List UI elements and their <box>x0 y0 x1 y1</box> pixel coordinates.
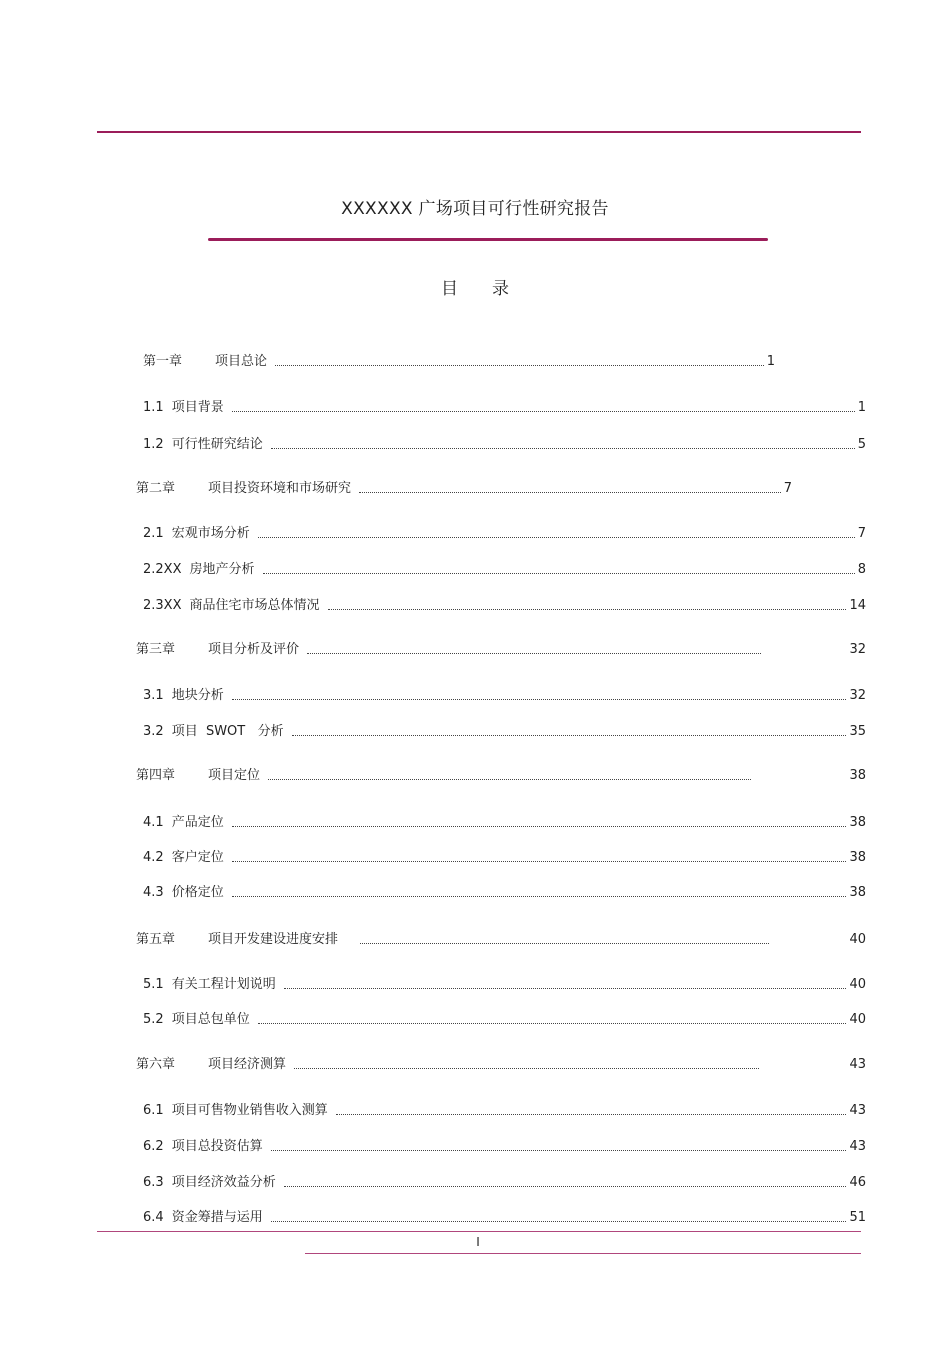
toc-entry-title: 项目总投资估算 <box>171 1139 263 1154</box>
toc-entry-number: 2.1 <box>143 526 164 541</box>
toc-entry-number: 第四章 <box>136 768 176 783</box>
toc-entry-title: 项目经济测算 <box>208 1057 287 1072</box>
toc-section-3-1[interactable] <box>143 684 866 704</box>
toc-entry-page: 40 <box>849 932 866 947</box>
toc-section-2-1[interactable] <box>143 522 866 542</box>
toc-chapter-5[interactable] <box>136 928 866 948</box>
toc-entry-number: 2.3XX <box>143 598 182 613</box>
toc-entry-page: 7 <box>783 481 792 496</box>
dot-leader <box>271 1221 847 1222</box>
dot-leader <box>258 537 855 538</box>
dot-leader <box>284 1186 847 1187</box>
toc-entry-page: 8 <box>857 562 866 577</box>
toc-entry-title: 客户定位 <box>171 850 224 865</box>
toc-section-2-2[interactable] <box>143 558 866 578</box>
toc-section-5-2[interactable] <box>143 1008 866 1028</box>
toc-entry-number: 6.4 <box>143 1210 164 1225</box>
toc-entry-number: 第六章 <box>136 1057 176 1072</box>
footer-rule-secondary <box>305 1253 861 1254</box>
toc-heading: 目录 <box>441 279 543 299</box>
toc-entry-number: 第五章 <box>136 932 176 947</box>
toc-entry-number: 第二章 <box>136 481 176 496</box>
toc-entry-number: 6.2 <box>143 1139 164 1154</box>
toc-entry-title: 产品定位 <box>171 815 224 830</box>
dot-leader <box>232 826 847 827</box>
toc-entry-page: 14 <box>849 598 866 613</box>
dot-leader <box>263 573 855 574</box>
toc-entry-page: 35 <box>849 724 866 739</box>
dot-leader <box>275 365 764 366</box>
toc-entry-title: 项目开发建设进度安排 <box>208 932 339 947</box>
toc-entry-page: 1 <box>857 400 866 415</box>
toc-entry-number: 1.1 <box>143 400 164 415</box>
toc-chapter-4[interactable] <box>136 764 866 784</box>
toc-entry-number: 第三章 <box>136 642 176 657</box>
toc-entry-number: 1.2 <box>143 437 164 452</box>
toc-entry-number: 3.2 <box>143 724 164 739</box>
toc-entry-title: 项目可售物业销售收入测算 <box>171 1103 328 1118</box>
toc-entry-title: 项目总论 <box>215 354 268 369</box>
toc-entry-page: 43 <box>849 1103 866 1118</box>
toc-entry-page: 38 <box>849 885 866 900</box>
dot-leader <box>328 609 847 610</box>
toc-entry-number: 第一章 <box>143 354 183 369</box>
toc-entry-number: 3.1 <box>143 688 164 703</box>
toc-entry-title: 可行性研究结论 <box>171 437 263 452</box>
toc-entry-title: 项目背景 <box>171 400 224 415</box>
toc-entry-number: 5.1 <box>143 977 164 992</box>
toc-section-5-1[interactable] <box>143 973 866 993</box>
toc-entry-title: 宏观市场分析 <box>171 526 250 541</box>
toc-entry-number: 2.2XX <box>143 562 182 577</box>
toc-entry-title: 地块分析 <box>171 688 224 703</box>
toc-entry-page: 38 <box>849 768 866 783</box>
toc-entry-number: 4.1 <box>143 815 164 830</box>
toc-section-6-2[interactable] <box>143 1135 866 1155</box>
dot-leader <box>359 492 781 493</box>
dot-leader <box>232 896 847 897</box>
toc-entry-number: 6.1 <box>143 1103 164 1118</box>
dot-leader <box>307 653 761 654</box>
toc-entry-page: 51 <box>849 1210 866 1225</box>
toc-entry-page: 40 <box>849 977 866 992</box>
toc-chapter-6[interactable] <box>136 1053 866 1073</box>
toc-entry-page: 1 <box>766 354 775 369</box>
toc-section-6-1[interactable] <box>143 1099 866 1119</box>
dot-leader <box>360 943 769 944</box>
toc-entry-title: 房地产分析 <box>189 562 255 577</box>
dot-leader <box>284 988 847 989</box>
dot-leader <box>268 779 751 780</box>
toc-entry-page: 5 <box>857 437 866 452</box>
toc-entry-page: 38 <box>849 850 866 865</box>
toc-entry-title: 项目总包单位 <box>171 1012 250 1027</box>
title-underline <box>208 238 768 241</box>
dot-leader <box>336 1114 847 1115</box>
toc-entry-page: 32 <box>849 642 866 657</box>
toc-entry-page: 43 <box>849 1139 866 1154</box>
toc-entry-page: 38 <box>849 815 866 830</box>
toc-entry-title: 项目投资环境和市场研究 <box>208 481 352 496</box>
toc-entry-number: 5.2 <box>143 1012 164 1027</box>
toc-entry-title: 项目定位 <box>208 768 261 783</box>
dot-leader <box>232 861 847 862</box>
toc-entry-page: 32 <box>849 688 866 703</box>
footer-rule <box>97 1231 861 1232</box>
dot-leader <box>232 699 847 700</box>
toc-entry-title: 价格定位 <box>171 885 224 900</box>
toc-chapter-3[interactable] <box>136 638 866 658</box>
document-title: XXXXXX 广场项目可行性研究报告 <box>341 199 609 219</box>
toc-section-4-1[interactable] <box>143 811 866 831</box>
toc-section-1-2[interactable] <box>143 433 866 453</box>
toc-entry-title: 有关工程计划说明 <box>171 977 276 992</box>
toc-section-2-3[interactable] <box>143 594 866 614</box>
toc-entry-number: 4.3 <box>143 885 164 900</box>
toc-section-6-3[interactable] <box>143 1171 866 1191</box>
dot-leader <box>258 1023 847 1024</box>
toc-entry-title: 资金筹措与运用 <box>171 1210 263 1225</box>
toc-entry-title: 商品住宅市场总体情况 <box>189 598 320 613</box>
toc-section-6-4[interactable] <box>143 1206 866 1226</box>
toc-entry-title: 项目经济效益分析 <box>171 1175 276 1190</box>
header-rule <box>97 131 861 133</box>
toc-entry-page: 40 <box>849 1012 866 1027</box>
toc-chapter-2[interactable] <box>136 477 792 497</box>
toc-section-3-2[interactable] <box>143 720 866 740</box>
dot-leader <box>294 1068 759 1069</box>
toc-chapter-1[interactable] <box>143 350 775 370</box>
dot-leader <box>271 448 855 449</box>
toc-section-1-1[interactable] <box>143 396 866 416</box>
toc-entry-title: 项目分析及评价 <box>208 642 300 657</box>
toc-section-4-3[interactable] <box>143 881 866 901</box>
toc-section-4-2[interactable] <box>143 846 866 866</box>
toc-entry-page: 46 <box>849 1175 866 1190</box>
dot-leader <box>232 411 855 412</box>
toc-entry-title: 项目 SWOT 分析 <box>171 724 284 739</box>
toc-entry-page: 7 <box>857 526 866 541</box>
dot-leader <box>271 1150 847 1151</box>
page-number: I <box>476 1235 480 1249</box>
toc-entry-number: 6.3 <box>143 1175 164 1190</box>
toc-entry-page: 43 <box>849 1057 866 1072</box>
dot-leader <box>292 735 847 736</box>
toc-entry-number: 4.2 <box>143 850 164 865</box>
